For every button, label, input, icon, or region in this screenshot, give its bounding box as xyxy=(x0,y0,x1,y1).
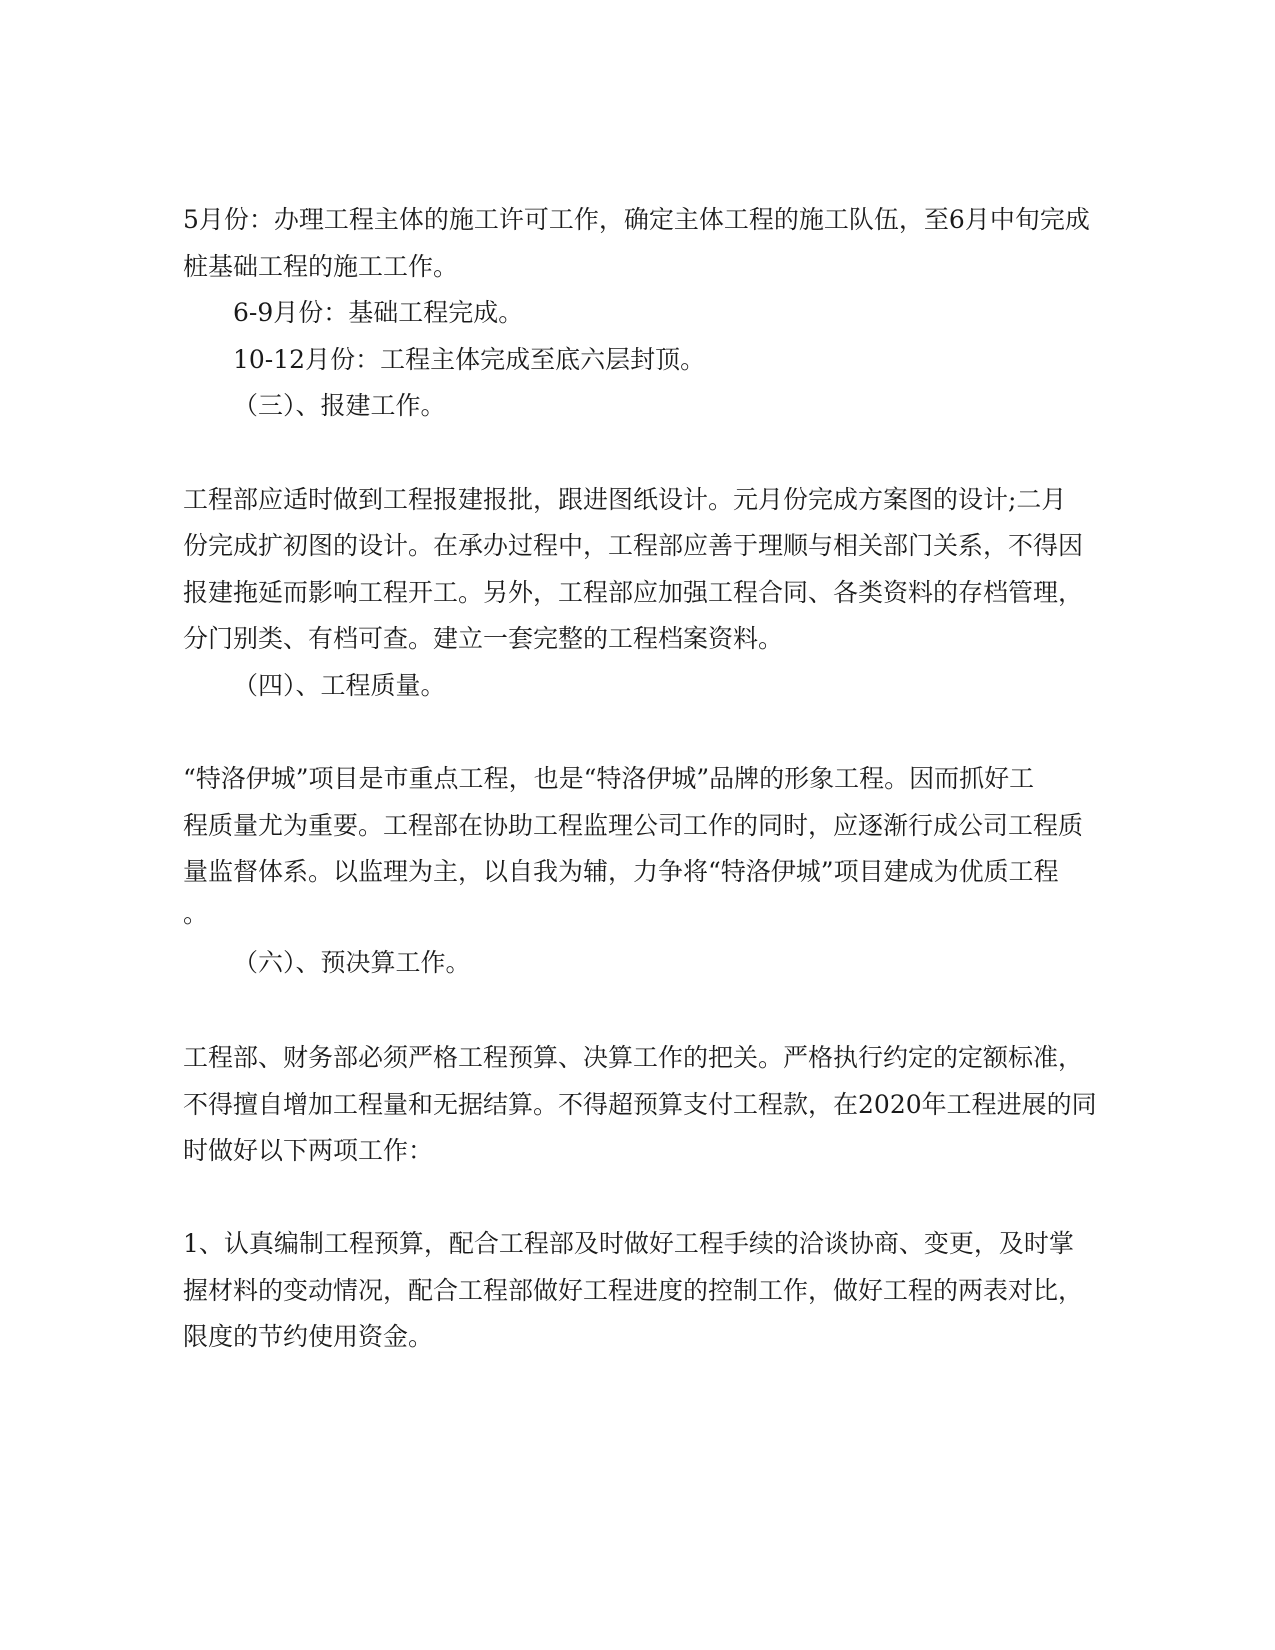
section-heading: （六）、预决算工作。 xyxy=(233,948,471,977)
text-line: 时做好以下两项工作： xyxy=(183,1136,434,1165)
text-line: 工程部、财务部必须严格工程预算、决算工作的把关。严格执行约定的定额标准， xyxy=(183,1043,1084,1072)
text-line: 。 xyxy=(183,899,209,928)
text-line: 6-9月份：基础工程完成。 xyxy=(233,298,524,327)
text-line: 不得擅自增加工程量和无据结算。不得超预算支付工程款，在2020年工程进展的同 xyxy=(183,1090,1097,1119)
text-line: 1、认真编制工程预算，配合工程部及时做好工程手续的洽谈协商、变更，及时掌 xyxy=(183,1229,1074,1258)
text-line: 10-12月份：工程主体完成至底六层封顶。 xyxy=(233,345,706,374)
text-line: 报建拖延而影响工程开工。另外，工程部应加强工程合同、各类资料的存档管理， xyxy=(183,578,1084,607)
text-line: 限度的节约使用资金。 xyxy=(183,1322,434,1351)
text-line: 握材料的变动情况，配合工程部做好工程进度的控制工作，做好工程的两表对比， xyxy=(183,1276,1084,1305)
text-line: “特洛伊城”项目是市重点工程，也是“特洛伊城”品牌的形象工程。因而抓好工 xyxy=(183,764,1035,793)
text-line: 量监督体系。以监理为主，以自我为辅，力争将“特洛伊城”项目建成为优质工程 xyxy=(183,857,1059,886)
text-line: 份完成扩初图的设计。在承办过程中，工程部应善于理顺与相关部门关系，不得因 xyxy=(183,531,1084,560)
text-line: 程质量尤为重要。工程部在协助工程监理公司工作的同时，应逐渐行成公司工程质 xyxy=(183,811,1084,840)
text-line: 5月份：办理工程主体的施工许可工作，确定主体工程的施工队伍，至6月中旬完成 xyxy=(183,205,1090,234)
text-line: 工程部应适时做到工程报建报批，跟进图纸设计。元月份完成方案图的设计;二月 xyxy=(183,485,1067,514)
text-line: 分门别类、有档可查。建立一套完整的工程档案资料。 xyxy=(183,624,784,653)
text-line: 桩基础工程的施工工作。 xyxy=(183,252,459,281)
section-heading: （三）、报建工作。 xyxy=(233,391,446,420)
section-heading: （四）、工程质量。 xyxy=(233,671,446,700)
